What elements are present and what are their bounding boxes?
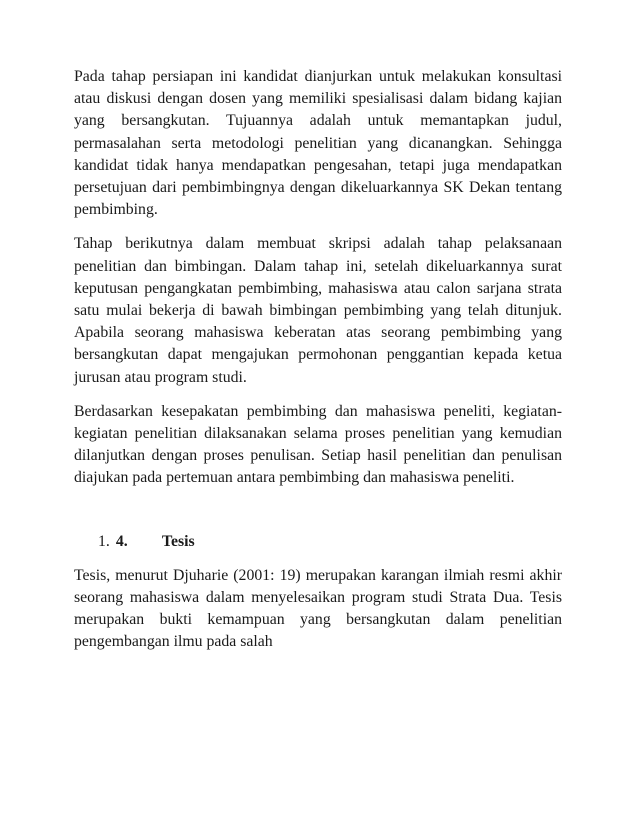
section-heading-tesis [98,531,562,553]
paragraph-tesis: Tesis, menurut Djuharie (2001: 19) merupakan karangan ilmiah resmi akhir seorang mahasiswa dalam menyelesaikan program studi Strata Dua. Tesis merupakan bukti kemampuan yang bersangkutan dalam penelitian pengembangan ilmu pada salah [74,566,562,651]
document-page [74,66,562,654]
paragraph-pelaksanaan: Tahap berikutnya dalam membuat skripsi adalah tahap pelaksanaan penelitian dan bimbingan. Dalam tahap ini, setelah dikeluarkannya surat keputusan pengangkatan pembimbing, mahasiswa atau calon sarjana strata satu mulai bekerja di bawah bimbingan pembimbing yang telah ditunjuk. Apabila seorang mahasiswa keberatan atas seorang pembimbing yang bersangkutan dapat mengajukan permohonan penggantian kepada ketua jurusan atau program studi. [74,235,562,386]
section-number: 4. [115,532,128,550]
paragraph-kesepakatan: Berdasarkan kesepakatan pembimbing dan mahasiswa peneliti, kegiatan-kegiatan penelitian dilaksanakan selama proses penelitian yang kemudian dilanjutkan dengan proses penulisan. Setiap hasil penelitian dan penulisan diajukan pada pertemuan antara pembimbing dan mahasiswa peneliti. [74,402,562,487]
paragraph-persiapan: Pada tahap persiapan ini kandidat dianjurkan untuk melakukan konsultasi atau diskusi dengan dosen yang memiliki spesialisasi dalam bidang kajian yang bersangkutan. Tujuannya adalah untuk memantapkan judul, permasalahan serta metodologi penelitian yang dicanangkan. Sehingga kandidat tidak hanya mendapatkan pengesahan, tetapi juga mendapatkan persetujuan dari pembimbingnya dengan dikeluarkannya SK Dekan tentang pembimbing. [74,68,562,219]
list-marker: 1. [98,532,110,550]
section-title: Tesis [161,532,195,550]
